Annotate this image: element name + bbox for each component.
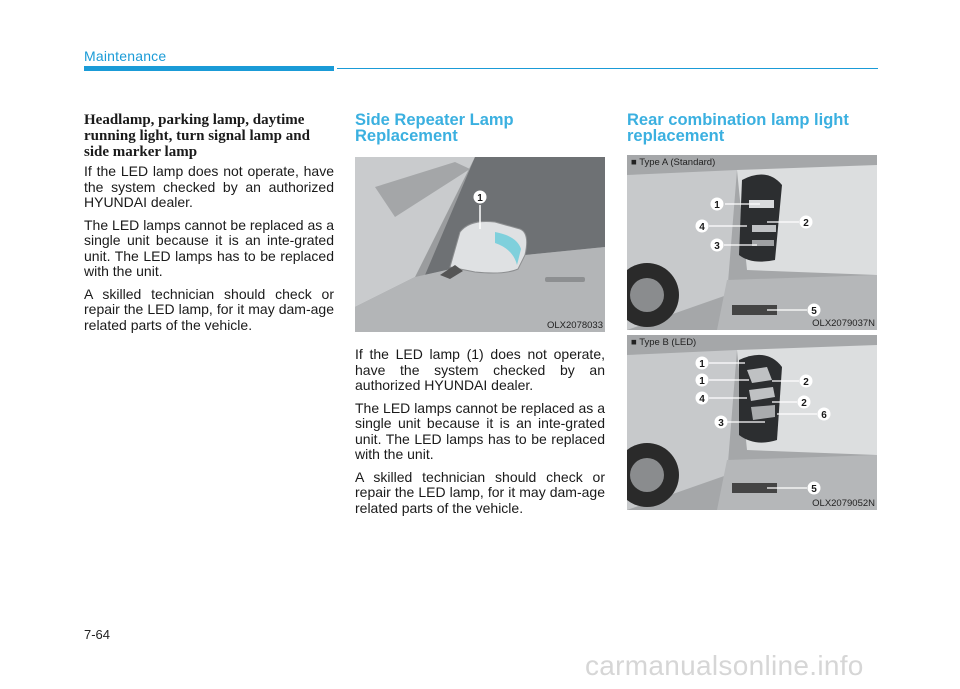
middle-column: [355, 112, 605, 144]
middle-text: [355, 347, 605, 523]
left-paragraph-2: The LED lamps cannot be replaced as a single unit because it is an inte-grated unit. The LED lamps has to be replaced with the unit.: [84, 216, 334, 279]
type-b-callout-1b: 1: [699, 376, 705, 387]
page-number: 7-64: [84, 627, 111, 642]
side-repeater-heading-line2: Replacement: [355, 127, 458, 145]
type-b-figure-code: OLX2079052N: [812, 498, 875, 509]
rear-lamp-heading-line1: Rear combination lamp light: [627, 111, 849, 129]
callout-1: 1: [477, 193, 483, 204]
type-b-callout-3: 3: [718, 418, 724, 429]
type-b-callout-6: 6: [821, 410, 827, 421]
type-a-callout-5: 5: [811, 306, 817, 317]
header-rule-thin: [337, 68, 878, 69]
type-a-callout-4: 4: [699, 222, 705, 233]
left-column: [84, 112, 334, 340]
type-b-callout-5: 5: [811, 484, 817, 495]
rear-lamp-heading: [627, 112, 877, 144]
type-b-callout-2b: 2: [801, 398, 807, 409]
type-a-callout-3: 3: [714, 241, 720, 252]
side-mirror-illustration: [355, 157, 605, 332]
type-a-label: ■ Type A (Standard): [631, 157, 716, 168]
left-paragraph-1: If the LED lamp does not operate, have the system checked by an authorized HYUNDAI dealer.: [84, 163, 334, 210]
side-repeater-heading: [355, 112, 605, 144]
header-rule-thick: [84, 66, 334, 71]
type-a-callout-2: 2: [803, 218, 809, 229]
rear-lamp-type-b-illustration: [627, 335, 877, 510]
middle-paragraph-2: The LED lamps cannot be replaced as a single unit because it is an inte-grated unit. The LED lamps has to be replaced with the unit.: [355, 399, 605, 462]
middle-paragraph-3: A skilled technician should check or repair the LED lamp, for it may dam-age related parts of the vehicle.: [355, 468, 605, 516]
right-column: [627, 112, 877, 144]
type-a-figure-code: OLX2079037N: [812, 318, 875, 329]
type-b-label: ■ Type B (LED): [631, 337, 697, 348]
rear-lamp-type-a-figure: [627, 155, 877, 330]
rear-lamp-type-b-figure: [627, 335, 877, 510]
type-b-callout-4: 4: [699, 394, 705, 405]
rear-lamp-type-a-illustration: [627, 155, 877, 330]
left-paragraph-3: A skilled technician should check or repair the LED lamp, for it may dam-age related parts of the vehicle.: [84, 285, 334, 333]
rear-lamp-heading-line2: replacement: [627, 127, 725, 145]
type-b-callout-2a: 2: [803, 377, 809, 388]
side-mirror-figure-code: OLX2078033: [547, 320, 603, 331]
type-b-callout-1a: 1: [699, 359, 705, 370]
watermark: carmanualsonline.info: [585, 650, 864, 681]
headlamp-heading: Headlamp, parking lamp, daytime running light, turn signal lamp and side marker lamp: [84, 112, 310, 160]
type-a-callout-1: 1: [714, 200, 720, 211]
side-mirror-figure: [355, 157, 605, 332]
section-label: Maintenance: [84, 48, 167, 64]
side-repeater-heading-line1: Side Repeater Lamp: [355, 111, 514, 129]
middle-paragraph-1: If the LED lamp (1) does not operate, have the system checked by an authorized HYUNDAI dealer.: [355, 346, 605, 393]
